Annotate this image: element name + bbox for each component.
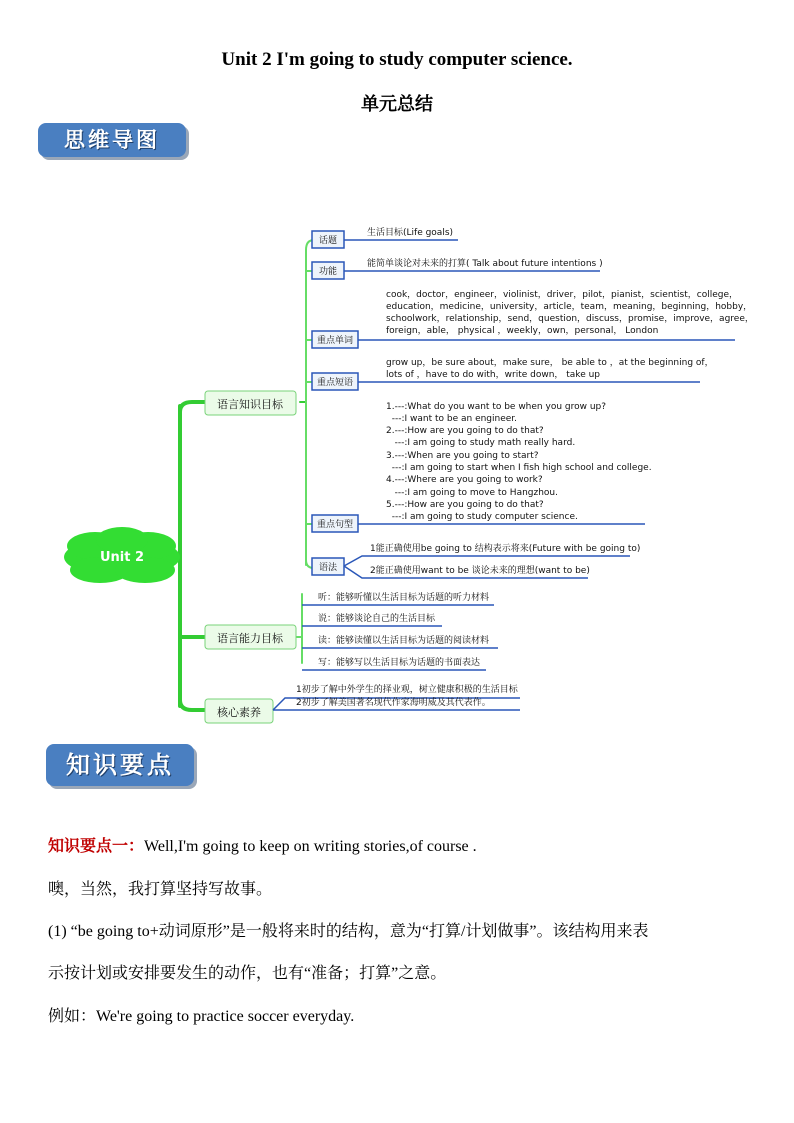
vocab-text (386, 290, 754, 336)
ability-text (318, 591, 489, 668)
trunk-curve-top (180, 402, 205, 412)
example-line: 例如：We're going to practice soccer everyday. (48, 1008, 355, 1025)
svg-text:说：能够谈论自己的生活目标: 说：能够谈论自己的生活目标 (318, 614, 436, 624)
page-title: Unit 2 I'm going to study computer science. (221, 49, 573, 70)
svg-text:3.---:When are you going to st: 3.---:When are you going to start? (386, 451, 539, 461)
svg-text:---:I am going to move to Hang: ---:I am going to move to Hangzhou. (386, 488, 559, 498)
svg-text:---:I am going to study comput: ---:I am going to study computer science. (386, 512, 578, 522)
svg-text:语言能力目标: 语言能力目标 (217, 632, 283, 645)
svg-text:写：能够写以生活目标为话题的书面表达: 写：能够写以生活目标为话题的书面表达 (318, 658, 481, 668)
svg-text:---:I am going to start when I: ---:I am going to start when I fish high school and college. (386, 463, 652, 473)
explanation-line-1: (1) “be going to+动词原形”是一般将来时的结构，意为“打算/计划做事”。该结构用来表 (48, 923, 649, 940)
svg-text:重点句型: 重点句型 (316, 520, 354, 530)
svg-text:2能正确使用want to be 谈论未来的理想(want: 2能正确使用want to be 谈论未来的理想(want to be) (370, 566, 590, 576)
svg-text:语言知识目标: 语言知识目标 (217, 398, 283, 411)
svg-text:1.---:What do you want to be w: 1.---:What do you want to be when you grow up? (386, 402, 607, 412)
center-cloud (64, 527, 180, 583)
sub-node-phrases (312, 373, 358, 390)
svg-text:1能正确使用be going to 结构表示将来(Futur: 1能正确使用be going to 结构表示将来(Future with be going to) (370, 544, 641, 554)
grammar-text (370, 542, 640, 576)
center-label: Unit 2 (99, 550, 145, 565)
svg-text:cook，doctor，engineer，violinist: cook，doctor，engineer，violinist，driver，pilot，pianist，scientist，college， (386, 290, 739, 300)
svg-text:听：能够听懂以生活目标为话题的听力材料: 听：能够听懂以生活目标为话题的听力材料 (318, 593, 490, 603)
svg-text:4.---:Where are you going to w: 4.---:Where are you going to work? (386, 475, 543, 485)
sub-node-vocab (312, 331, 358, 348)
mind-map (0, 190, 794, 730)
sub-node-grammar (312, 558, 344, 575)
svg-text:读：能够读懂以生活目标为话题的阅读材料: 读：能够读懂以生活目标为话题的阅读材料 (318, 636, 490, 646)
svg-text:2初步了解美国著名现代作家海明威及其代表作。: 2初步了解美国著名现代作家海明威及其代表作。 (296, 698, 491, 708)
branch-node-knowledge (205, 391, 296, 415)
svg-text:重点单词: 重点单词 (316, 336, 354, 346)
svg-text:语法: 语法 (318, 563, 338, 573)
svg-text:schoolwork，relationship，send，q: schoolwork，relationship，send，question，discuss，promise，improve，agree， (386, 314, 754, 324)
svg-text:话题: 话题 (318, 236, 338, 246)
explanation-line-2: 示按计划或安排要发生的动作，也有“准备；打算”之意。 (48, 965, 447, 982)
sub-node-sentences (312, 515, 358, 532)
branch-node-ability (205, 625, 296, 649)
point1-line (48, 833, 477, 856)
knowledge-banner: 知识要点 (46, 744, 194, 786)
mindmap-banner: 思维导图 (38, 123, 186, 157)
point1-text: Well,I'm going to keep on writing stories,of course . (144, 838, 477, 855)
svg-text:核心素养: 核心素养 (217, 706, 261, 719)
sub-node-function (312, 262, 344, 279)
svg-text:grow up，be sure about，make sur: grow up，be sure about，make sure， be able to ，at the beginning of， (386, 358, 714, 368)
topic-text: 生活目标(Life goals) (367, 228, 454, 238)
trunk-curve-bottom (180, 700, 205, 710)
core-text (296, 683, 519, 708)
sub-node-topic (312, 231, 344, 248)
page-subtitle: 单元总结 (361, 94, 433, 115)
sentences-text (386, 402, 652, 522)
translation-line: 噢，当然，我打算坚持写故事。 (48, 881, 273, 898)
svg-text:---:I want to be an engineer.: ---:I want to be an engineer. (386, 414, 518, 424)
svg-text:education，medicine，university，: education，medicine，university，article，team，meaning，beginning，hobby， (386, 302, 753, 312)
svg-text:lots of ，have to do with，write: lots of ，have to do with，write down， take up (386, 370, 601, 380)
svg-text:1初步了解中外学生的择业观，树立健康积极的生活目标: 1初步了解中外学生的择业观，树立健康积极的生活目标 (296, 685, 518, 695)
phrases-text (386, 358, 714, 380)
point1-label: 知识要点一： (48, 838, 145, 855)
branch-node-core (205, 699, 273, 723)
svg-text:---:I am going to study math r: ---:I am going to study math really hard. (386, 438, 576, 448)
svg-text:重点短语: 重点短语 (316, 378, 354, 388)
function-text: 能简单谈论对未来的打算( Talk about future intentions ) (367, 259, 603, 269)
svg-text:5.---:How are you going to do: 5.---:How are you going to do that? (386, 500, 544, 510)
svg-text:foreign，able， physical ，weekly: foreign，able， physical ，weekly，own，personal， London (386, 326, 659, 336)
svg-text:2.---:How are you going to do: 2.---:How are you going to do that? (386, 426, 544, 436)
svg-text:功能: 功能 (318, 267, 338, 277)
